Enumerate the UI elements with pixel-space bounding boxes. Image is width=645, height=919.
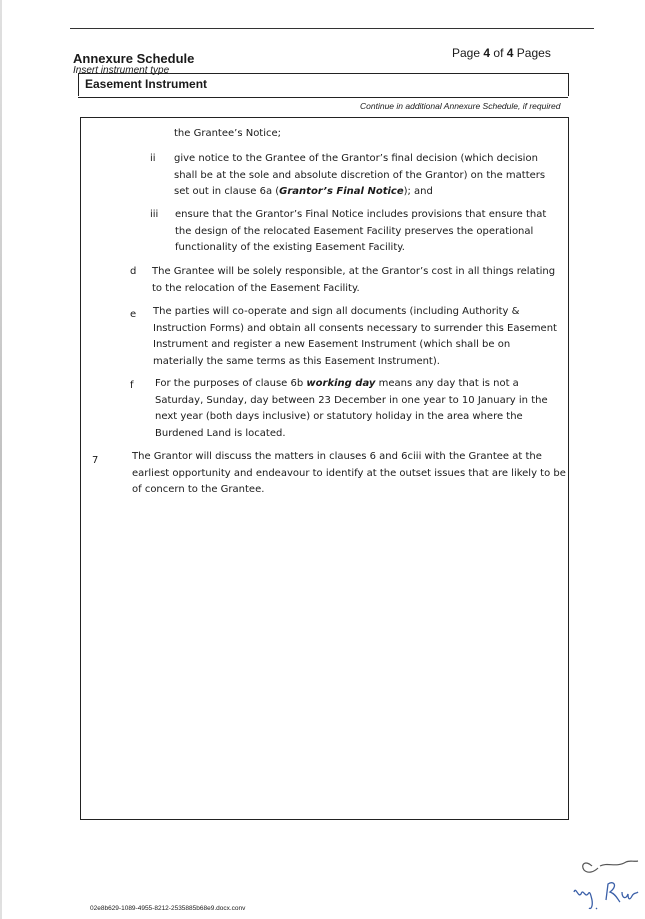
item-f-label: f <box>130 380 134 391</box>
item-f-text-after: means any day that is not a Saturday, Sunday, day between 23 December in one year to 10 January in the next year (both days inclusive) or statutory holiday in the area where the Burdened Land is located. <box>155 378 548 439</box>
clause-7-label: 7 <box>92 455 99 466</box>
item-d-text: The Grantee will be solely responsible, at the Grantor’s cost in all things relating to the relocation of the Easement Facility. <box>152 266 556 294</box>
item-iii-label: iii <box>150 209 159 220</box>
footer-filename: 02e8b629-1089-4955-8212-2535885b68e9.docx.conv <box>90 905 246 912</box>
item-e-label: e <box>130 309 137 320</box>
continue-note: Continue in additional Annexure Schedule, if required <box>360 101 561 111</box>
instrument-type-value: Easement Instrument <box>85 77 208 91</box>
item-f-text-before: For the purposes of clause 6b <box>155 378 307 389</box>
top-rule <box>70 28 594 29</box>
page-current: 4 <box>483 46 491 60</box>
item-ii-text-before: give notice to the Grantee of the Grantor’s final decision (which decision shall be at the sole and absolute discretion of the Grantor) on the matters set out in clause 6a ( <box>174 153 546 197</box>
item-ii-text <box>174 151 552 201</box>
page-indicator <box>452 46 551 60</box>
item-e-text: The parties will co-operate and sign all documents (including Authority & Instruction Forms) and obtain all consents necessary to surrender this Easement Instrument and register a new Easement Instrument (which shall be on materially the same terms as this Easement Instrument). <box>153 306 557 367</box>
page-of: of <box>493 46 504 60</box>
item-f-text <box>155 376 555 442</box>
clause-7-text: The Grantor will discuss the matters in clauses 6 and 6ciii with the Grantee at the earliest opportunity and endeavour to identify at the outset issues that are likely to be of concern to the Grantee. <box>132 451 566 495</box>
item-ii-text-after: ); and <box>403 186 433 197</box>
item-ii-defined-term: Grantor’s Final Notice <box>279 186 404 197</box>
item-f-defined-term: working day <box>306 378 376 389</box>
item-d-label: d <box>130 266 137 277</box>
signature-initials <box>570 848 640 914</box>
instrument-type-box-bottom <box>78 97 568 98</box>
grantee-notice-line: the Grantee’s Notice; <box>174 128 282 139</box>
page-title: Annexure Schedule <box>73 51 195 66</box>
instrument-type-label: Insert instrument type <box>73 65 170 76</box>
item-iii-text: ensure that the Grantor’s Final Notice includes provisions that ensure that the design of the relocated Easement Facility preserves the operational functionality of the existing Easement Facility. <box>175 209 547 253</box>
scan-edge <box>0 0 2 919</box>
page-label-suffix: Pages <box>516 46 551 60</box>
item-ii-label: ii <box>150 153 156 164</box>
page-total: 4 <box>506 46 514 60</box>
page-label-prefix: Page <box>452 46 481 60</box>
